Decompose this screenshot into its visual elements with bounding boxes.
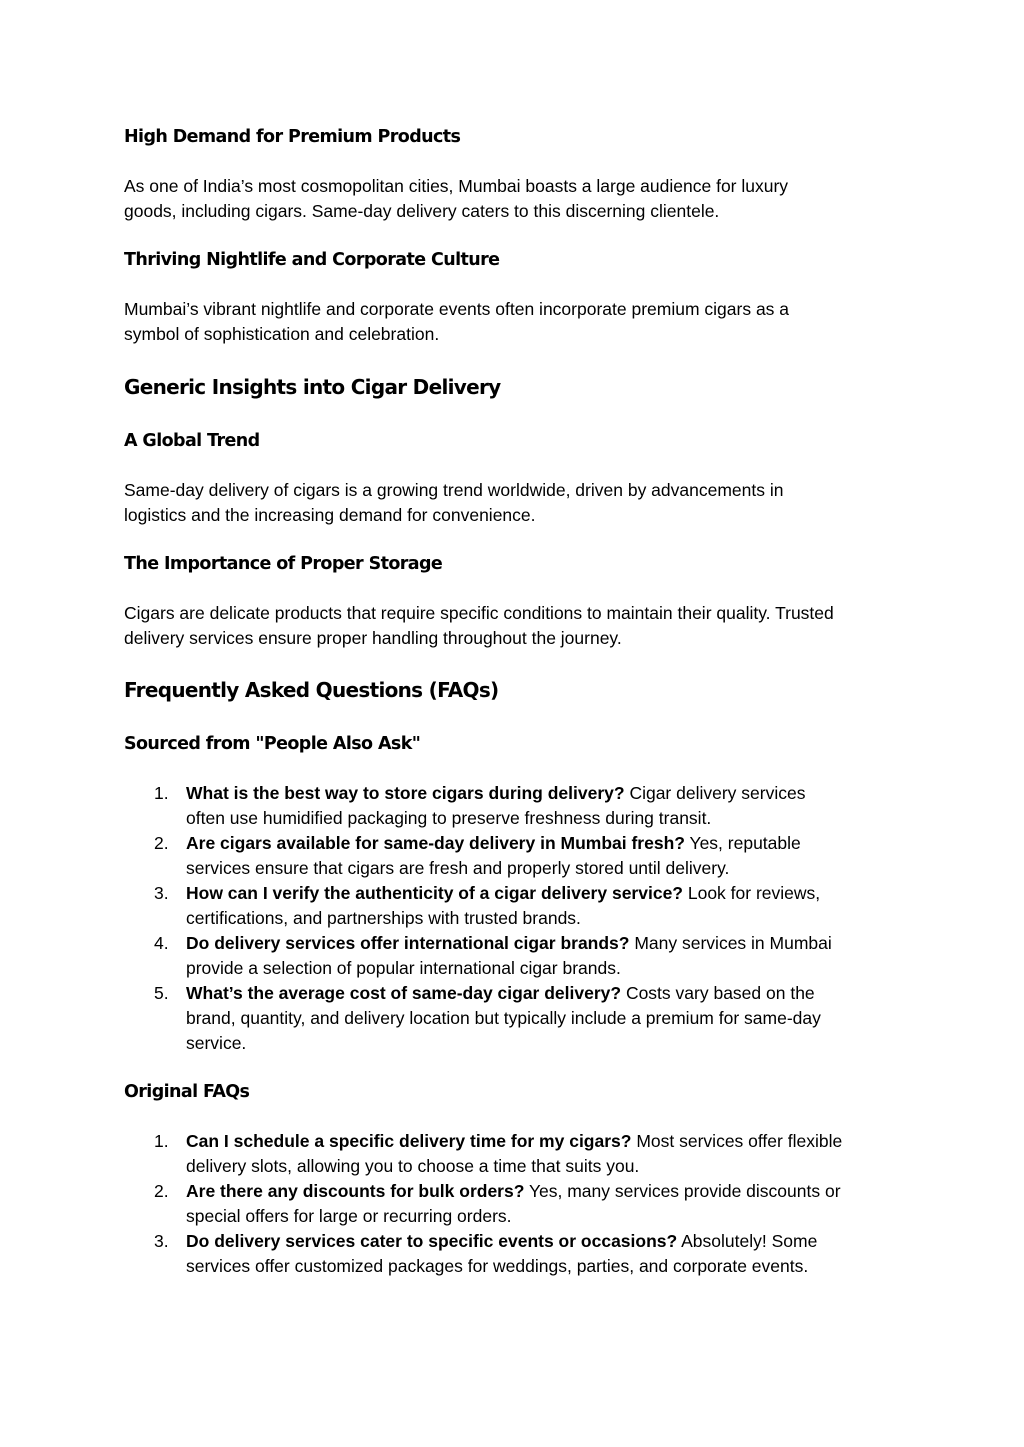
faq-answer: Cigar delivery services <box>624 783 806 803</box>
faq-answer-cont: certifications, and partnerships with trusted brands. <box>186 908 581 928</box>
faq-question: What’s the average cost of same-day cigar delivery? <box>186 983 622 1003</box>
list-item <box>124 1229 914 1279</box>
section-heading-premium: High Demand for Premium Products <box>124 127 461 147</box>
faq-answer-cont: service. <box>186 1033 247 1053</box>
section-heading-storage: The Importance of Proper Storage <box>124 554 443 574</box>
faq-question: Can I schedule a specific delivery time for my cigars? <box>186 1131 632 1151</box>
faq-answer: Costs vary based on the <box>621 983 815 1003</box>
faq-question: How can I verify the authenticity of a cigar delivery service? <box>186 883 683 903</box>
faq-answer-cont: services ensure that cigars are fresh and properly stored until delivery. <box>186 858 730 878</box>
faq-answer-cont: provide a selection of popular international cigar brands. <box>186 958 621 978</box>
section-heading-paa: Sourced from "People Also Ask" <box>124 734 421 754</box>
list-number: 1. <box>154 1131 169 1151</box>
faq-list-original <box>124 1129 914 1279</box>
text-line: goods, including cigars. Same-day delivery caters to this discerning clientele. <box>124 201 720 221</box>
faq-answer: Many services in Mumbai <box>629 933 832 953</box>
text-line: As one of India’s most cosmopolitan cities, Mumbai boasts a large audience for luxury <box>124 176 789 196</box>
faq-answer-cont: often use humidified packaging to preserve freshness during transit. <box>186 808 712 828</box>
text-line: logistics and the increasing demand for convenience. <box>124 505 536 525</box>
faq-answer-cont: services offer customized packages for weddings, parties, and corporate events. <box>186 1256 809 1276</box>
list-number: 4. <box>154 933 169 953</box>
faq-question: Are cigars available for same-day delivery in Mumbai fresh? <box>186 833 685 853</box>
section-heading-original: Original FAQs <box>124 1082 250 1102</box>
text-line: Mumbai’s vibrant nightlife and corporate events often incorporate premium cigars as a <box>124 299 790 319</box>
list-number: 5. <box>154 983 169 1003</box>
list-number: 1. <box>154 783 169 803</box>
list-item <box>124 781 914 831</box>
faq-answer: Look for reviews, <box>683 883 821 903</box>
faq-answer: Absolutely! Some <box>677 1231 818 1251</box>
section-text-premium <box>124 174 788 224</box>
text-line: symbol of sophistication and celebration. <box>124 324 440 344</box>
section-heading-global: A Global Trend <box>124 431 260 451</box>
faq-answer: Most services offer flexible <box>631 1131 843 1151</box>
section-text-global <box>124 478 783 528</box>
list-item <box>124 1179 914 1229</box>
section-heading-faqs: Frequently Asked Questions (FAQs) <box>124 678 499 702</box>
faq-question: Are there any discounts for bulk orders? <box>186 1181 525 1201</box>
section-text-nightlife <box>124 297 789 347</box>
faq-question: Do delivery services cater to specific events or occasions? <box>186 1231 678 1251</box>
list-item <box>124 831 914 881</box>
faq-answer: Yes, reputable <box>684 833 801 853</box>
faq-answer-cont: delivery slots, allowing you to choose a time that suits you. <box>186 1156 640 1176</box>
list-item <box>124 881 914 931</box>
list-item <box>124 1129 914 1179</box>
section-heading-generic: Generic Insights into Cigar Delivery <box>124 375 501 399</box>
section-heading-nightlife: Thriving Nightlife and Corporate Culture <box>124 250 500 270</box>
faq-question: What is the best way to store cigars during delivery? <box>186 783 625 803</box>
text-line: Cigars are delicate products that require specific conditions to maintain their quality. Trusted <box>124 603 834 623</box>
list-number: 3. <box>154 883 169 903</box>
list-number: 2. <box>154 1181 169 1201</box>
faq-answer: Yes, many services provide discounts or <box>524 1181 841 1201</box>
text-line: Same-day delivery of cigars is a growing trend worldwide, driven by advancements in <box>124 480 784 500</box>
faq-answer-cont: special offers for large or recurring orders. <box>186 1206 512 1226</box>
list-item <box>124 931 914 981</box>
list-item <box>124 981 914 1056</box>
list-number: 2. <box>154 833 169 853</box>
faq-list-paa <box>124 781 914 1056</box>
section-text-storage <box>124 601 834 651</box>
faq-answer-cont: brand, quantity, and delivery location but typically include a premium for same-day <box>186 1008 821 1028</box>
text-line: delivery services ensure proper handling throughout the journey. <box>124 628 622 648</box>
list-number: 3. <box>154 1231 169 1251</box>
faq-question: Do delivery services offer international cigar brands? <box>186 933 630 953</box>
